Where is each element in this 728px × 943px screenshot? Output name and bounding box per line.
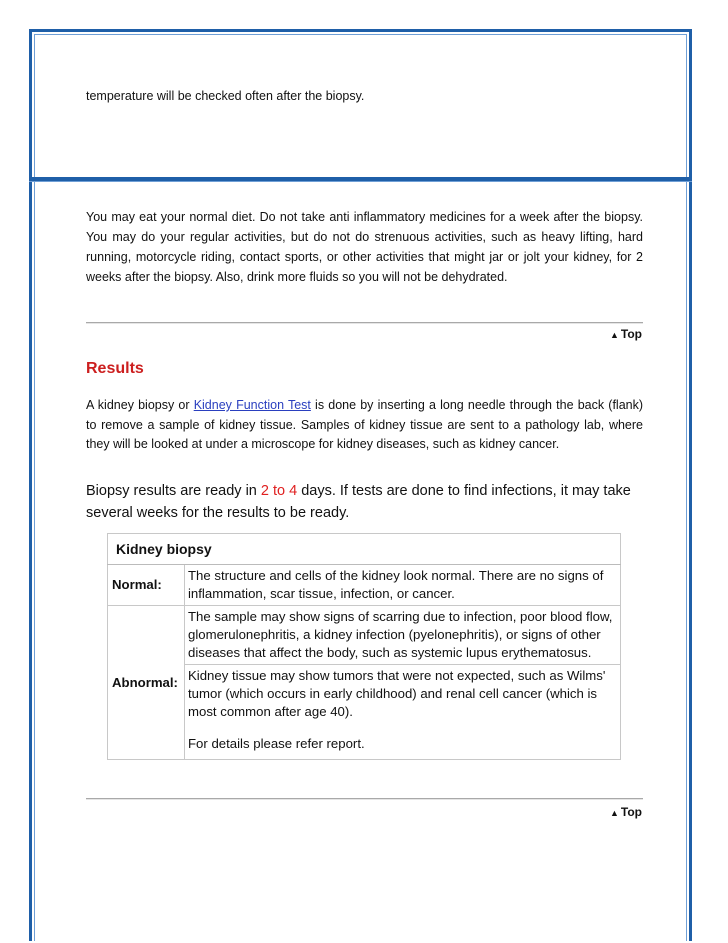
horizontal-rule: [86, 322, 643, 324]
abnormal-text-3: For details please refer report.: [188, 736, 365, 751]
results-heading: Results: [86, 360, 144, 377]
top-link[interactable]: [610, 327, 642, 341]
table-caption: Kidney biopsy: [108, 534, 621, 565]
results-paragraph-1: [86, 396, 643, 455]
up-arrow-icon: ▲: [609, 808, 619, 818]
para2-text-before: Biopsy results are ready in: [86, 483, 261, 499]
abnormal-text-2: Kidney tissue may show tumors that were not expected, such as Wilms' tumor (which occurs in early childhood) and renal cell cancer (which is most common after age 40).: [188, 668, 606, 719]
up-arrow-icon: ▲: [609, 330, 619, 340]
top-link-label: Top: [620, 327, 642, 341]
abnormal-details-cell: [185, 665, 621, 760]
top-link-label: Top: [620, 805, 642, 819]
normal-label: Normal:: [108, 565, 185, 606]
para1-text-before: A kidney biopsy or: [86, 398, 194, 412]
kidney-biopsy-table: [107, 533, 621, 760]
para1-text-after: is done by inserting a long needle through the back (flank) to remove a sample of kidney tissue. Samples of kidney tissue are sent to a pathology lab, where they will be looked at under a microscope for kidney diseases, such as kidney cancer.: [86, 398, 644, 451]
table-row-abnormal-continued: [108, 665, 621, 760]
table-caption-row: [108, 534, 621, 565]
abnormal-label: Abnormal:: [108, 606, 185, 760]
normal-text: The structure and cells of the kidney look normal. There are no signs of inflammation, scar tissue, infection, or cancer.: [185, 565, 621, 606]
abnormal-text-1: The sample may show signs of scarring due to infection, poor blood flow, glomerulonephritis, a kidney infection (pyelonephritis), or signs of other diseases that affect the body, such as systemic lupus erythematosus.: [185, 606, 621, 665]
para2-text-after: days. If tests are done to find infections, it may take several weeks for the results to be ready.: [86, 483, 631, 521]
table-row-abnormal: [108, 606, 621, 665]
intro-fragment: temperature will be checked often after the biopsy.: [86, 89, 365, 103]
after-biopsy-paragraph: You may eat your normal diet. Do not take anti inflammatory medicines for a week after the biopsy. You may do your regular activities, but do not do strenuous activities, such as heavy lifting, hard running, motorcycle riding, contact sports, or other activities that might jar or jolt your kidney, for 2 weeks after the biopsy. Also, drink more fluids so you will not be dehydrated.: [86, 210, 643, 284]
section-divider: [29, 177, 692, 182]
table-row-normal: [108, 565, 621, 606]
top-link-2[interactable]: [610, 805, 642, 819]
results-timeframe: 2 to 4: [260, 483, 298, 499]
results-paragraph-2: [86, 480, 651, 524]
kidney-function-test-link[interactable]: Kidney Function Test: [193, 398, 311, 412]
horizontal-rule-2: [86, 798, 643, 800]
